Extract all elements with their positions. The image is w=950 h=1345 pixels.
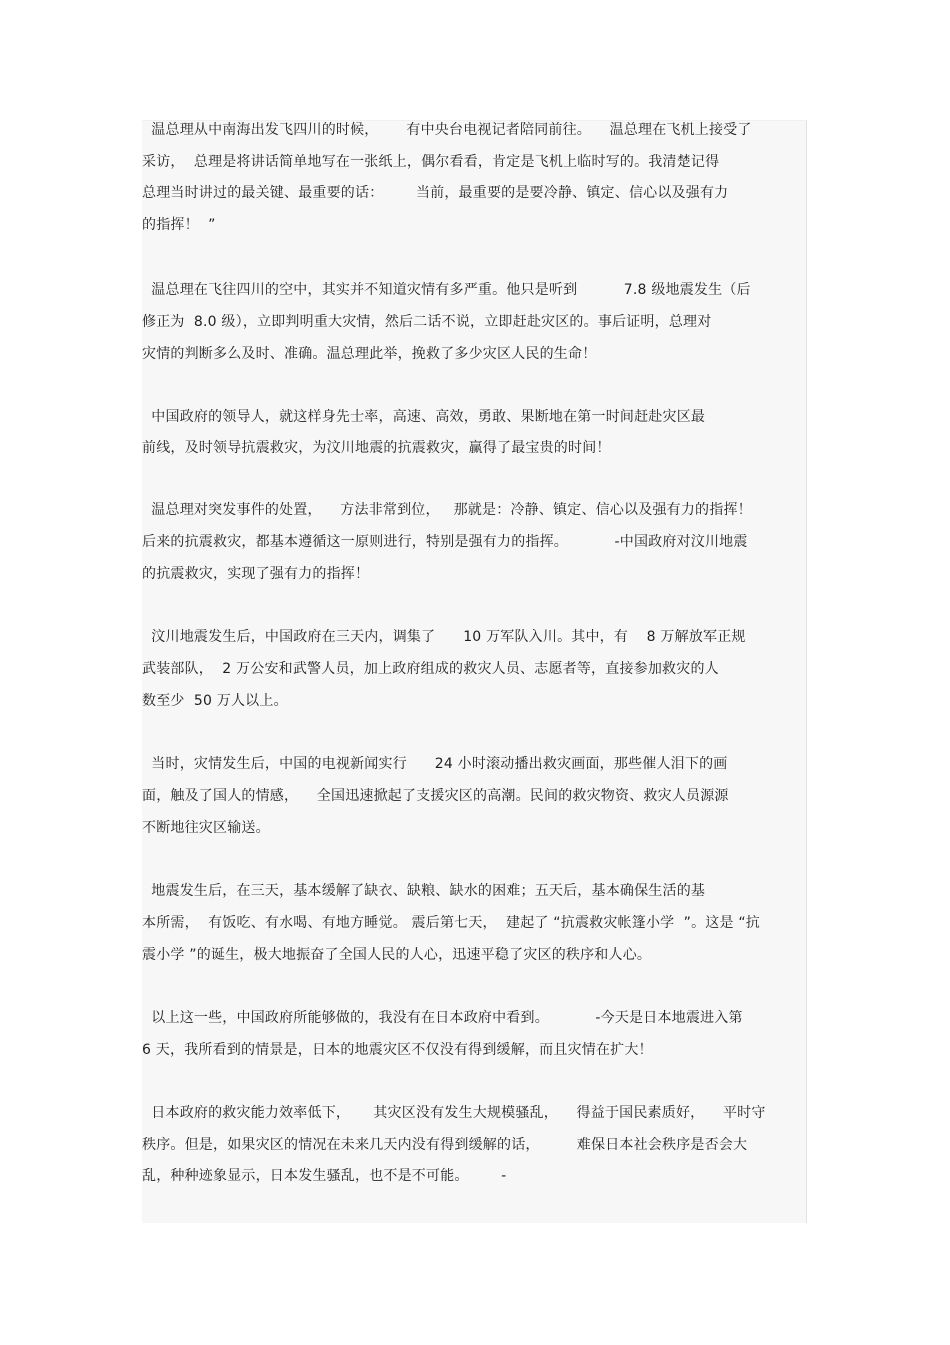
paragraph-3-line-2: 前线，及时领导抗震救灾，为汶川地震的抗震救灾，赢得了最宝贵的时间！: [142, 440, 611, 456]
paragraph-5-line-1: 汶川地震发生后，中国政府在三天内，调集了 10 万军队入川。其中，有 8 万解放军正规: [142, 629, 746, 645]
paragraph-5-line-3: 数至少 50 万人以上。: [142, 693, 288, 709]
paragraph-1-line-2: 采访， 总理是将讲话简单地写在一张纸上，偶尔看看，肯定是飞机上临时写的。我清楚记得: [142, 154, 720, 170]
paragraph-6-line-3: 不断地往灾区输送。: [142, 820, 270, 836]
paragraph-7-line-3: 震小学 ”的诞生，极大地振奋了全国人民的人心，迅速平稳了灾区的秩序和人心。: [142, 947, 652, 963]
paragraph-4-line-3: 的抗震救灾，实现了强有力的指挥！: [142, 566, 370, 582]
paragraph-9-line-2: 秩序。但是，如果灾区的情况在未来几天内没有得到缓解的话， 难保日本社会秩序是否会大: [142, 1137, 748, 1153]
paragraph-2-line-3: 灾情的判断多么及时、准确。温总理此举，挽救了多少灾区人民的生命！: [142, 346, 597, 362]
paragraph-4-line-2: 后来的抗震救灾，都基本遵循这一原则进行，特别是强有力的指挥。 -中国政府对汶川地震: [142, 534, 748, 550]
paragraph-6-line-1: 当时，灾情发生后，中国的电视新闻实行 24 小时滚动播出救灾画面，那些催人泪下的画: [142, 756, 728, 772]
paragraph-3-line-1: 中国政府的领导人，就这样身先士率，高速、高效，勇敢、果断地在第一时间赶赴灾区最: [142, 409, 706, 425]
paragraph-9-line-1: 日本政府的救灾能力效率低下， 其灾区没有发生大规模骚乱， 得益于国民素质好， 平时守: [142, 1105, 766, 1121]
paragraph-2-line-2: 修正为 8.0 级），立即判明重大灾情，然后二话不说，立即赶赴灾区的。事后证明，总理对: [142, 314, 712, 330]
paragraph-1-line-4: 的指挥！ ”: [142, 217, 216, 233]
paragraph-1-line-3: 总理当时讲过的最关键、最重要的话： 当前，最重要的是要冷静、镇定、信心以及强有力: [142, 185, 729, 201]
paragraph-4-line-1: 温总理对突发事件的处置， 方法非常到位， 那就是：冷静、镇定、信心以及强有力的指挥！: [142, 502, 752, 518]
paragraph-2-line-1: 温总理在飞往四川的空中，其实并不知道灾情有多严重。他只是听到 7.8 级地震发生（后: [142, 282, 751, 298]
paragraph-8-line-2: 6 天，我所看到的情景是，日本的地震灾区不仅没有得到缓解，而且灾情在扩大！: [142, 1042, 653, 1058]
paragraph-7-line-2: 本所需， 有饭吃、有水喝、有地方睡觉。 震后第七天， 建起了 “抗震救灾帐篷小学 ”。这是 “抗: [142, 915, 761, 931]
paragraph-9-line-3: 乱，种种迹象显示，日本发生骚乱，也不是不可能。 -: [142, 1168, 507, 1184]
paragraph-1-line-1: 温总理从中南海出发飞四川的时候， 有中央台电视记者陪同前往。 温总理在飞机上接受了: [142, 122, 752, 138]
paragraph-7-line-1: 地震发生后，在三天，基本缓解了缺衣、缺粮、缺水的困难；五天后，基本确保生活的基: [142, 883, 706, 899]
paragraph-8-line-1: 以上这一些，中国政府所能够做的，我没有在日本政府中看到。 -今天是日本地震进入第: [142, 1010, 743, 1026]
paragraph-6-line-2: 面，触及了国人的情感， 全国迅速掀起了支援灾区的高潮。民间的救灾物资、救灾人员源源: [142, 788, 729, 804]
paragraph-5-line-2: 武装部队， 2 万公安和武警人员，加上政府组成的救灾人员、志愿者等，直接参加救灾的人: [142, 661, 719, 677]
